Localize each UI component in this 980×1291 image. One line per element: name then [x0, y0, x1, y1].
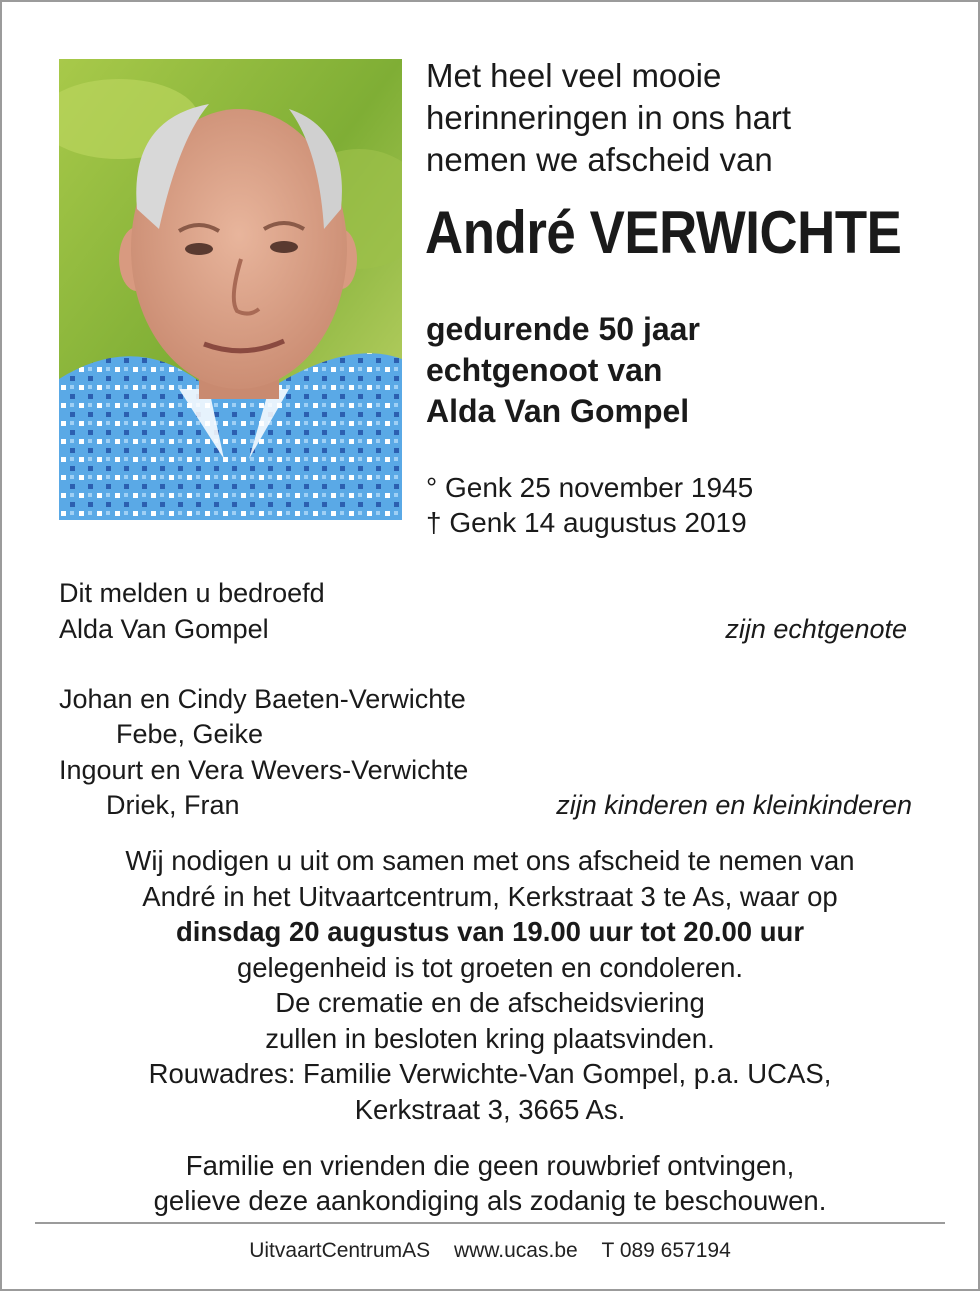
intro-line: nemen we afscheid van: [426, 141, 773, 178]
children-role: zijn kinderen en kleinkinderen: [556, 790, 912, 820]
footer-phone: T 089 657194: [601, 1239, 731, 1262]
grandchildren: Febe, Geike: [116, 719, 264, 749]
footer: [0, 1236, 980, 1266]
child-family: Ingourt en Vera Wevers-Verwichte: [59, 755, 469, 785]
spouse-line: Alda Van Gompel: [426, 393, 690, 429]
deceased-name: André VERWICHTE: [425, 199, 902, 266]
child-family: Johan en Cindy Baeten-Verwichte: [59, 684, 466, 714]
spouse-info: [426, 309, 700, 432]
birth-date: ° Genk 25 november 1945: [426, 472, 754, 503]
death-date: † Genk 14 augustus 2019: [426, 507, 747, 538]
spouse-line: gedurende 50 jaar: [426, 311, 700, 347]
closing-line: Familie en vrienden die geen rouwbrief ontvingen,: [185, 1150, 795, 1181]
invitation-line: zullen in besloten kring plaatsvinden.: [265, 1022, 715, 1054]
invitation-line: André in het Uitvaartcentrum, Kerkstraat 3 te As, waar op: [142, 880, 838, 912]
footer-divider: [35, 1222, 945, 1224]
invitation-text: [40, 843, 940, 1127]
footer-website[interactable]: www.ucas.be: [453, 1239, 578, 1262]
intro-text: [426, 55, 946, 181]
spouse-role: zijn echtgenote: [725, 614, 907, 644]
footer-company: UitvaartCentrumAS: [249, 1239, 431, 1262]
portrait-photo: [59, 59, 402, 520]
mourning-address: Kerkstraat 3, 3665 As.: [354, 1093, 626, 1125]
invitation-line: Wij nodigen u uit om samen met ons afscheid te nemen van: [125, 845, 855, 876]
intro-line: herinneringen in ons hart: [426, 99, 792, 136]
spouse-line: echtgenoot van: [426, 352, 663, 388]
invitation-date: dinsdag 20 augustus van 19.00 uur tot 20.00 uur: [175, 916, 805, 947]
invitation-line: De crematie en de afscheidsviering: [275, 987, 705, 1018]
closing-line: gelieve deze aankondiging als zodanig te beschouwen.: [153, 1185, 827, 1216]
mourning-address: Rouwadres: Familie Verwichte-Van Gompel, p.a. UCAS,: [148, 1058, 832, 1089]
life-dates: [426, 470, 753, 540]
invitation-line: gelegenheid is tot groeten en condoleren.: [236, 951, 744, 983]
closing-text: [40, 1148, 940, 1218]
intro-line: Met heel veel mooie: [426, 57, 722, 94]
spouse-name: Alda Van Gompel: [59, 614, 269, 644]
grandchildren: Driek, Fran: [106, 790, 240, 820]
announcement-lead: Dit melden u bedroefd: [59, 578, 325, 608]
